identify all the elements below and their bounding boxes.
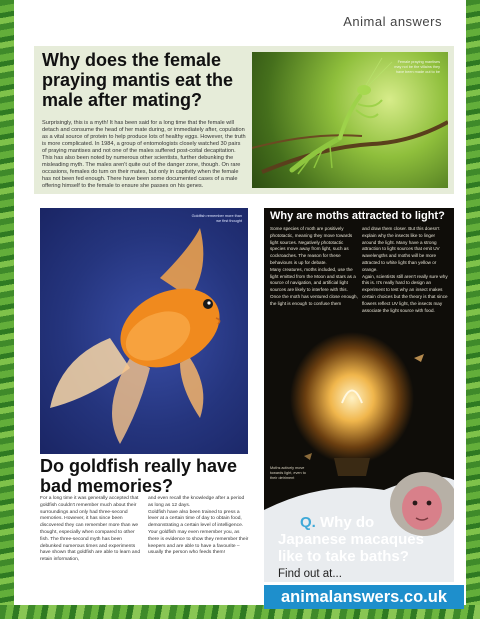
macaque-question-line-1: Q. Why do (300, 514, 375, 531)
leaf-border-left (0, 0, 14, 619)
goldfish-photo (40, 208, 248, 454)
moth-text-col-1: Some species of moth are positively phototactic, meaning they move towards light sources. Negatively phototactic species move away from light, such as cockroaches. The reason for these behaviours is up for debate. Many creatures, moths included, use the light emitted from the Moon and stars as a source of navigation, and artificial light sources are likely to interfere with this. Once the moth has ventured close enough, the light is enough to confuse them (270, 226, 358, 306)
mantis-article (34, 46, 454, 194)
mantis-photo-caption: Female praying mantises may not be the villains they have been made out to be (394, 60, 440, 74)
section-label: Animal answers (343, 14, 442, 29)
macaque-question-line-3: like to take baths? (278, 548, 409, 565)
goldfish-illustration (40, 208, 248, 454)
website-link[interactable]: animalanswers.co.uk (264, 585, 464, 609)
leaf-border-right (466, 0, 480, 619)
moth-text-col-2: and draw them closer. But this doesn't explain why the insects like to linger around the light. Many have a strong attraction to light sources that emit UV wavelengths and moths will be more attracted to white light than yellow or orange. Again, scientists still aren't really sure why this is. It's really hard to design an experiment to test why an insect makes certain choices but the theory is that since flowers reflect UV light, the insects may associate the light source with food. (362, 226, 448, 313)
goldfish-headline: Do goldfish really have bad memories? (40, 456, 238, 496)
goldfish-photo-caption: Goldfish remember more than we first thought (191, 214, 242, 223)
goldfish-text-col-2: and even recall the knowledge after a period as long as 12 days. Goldfish have also been trained to press a lever at a certain time of day to obtain food, demonstrating a certain level of intelligence. Your goldfish may even remember you, as there is evidence to show they remember their keepers and are able to have a favourite – usually the person who feeds them! (148, 496, 249, 556)
mantis-body-text: Surprisingly, this is a myth! It has been said for a long time that the female will detach and consume the head of her mate during, or immediately after, copulation as a vital source of protein to help produce lots of healthy eggs. However, the truth is more complicated. In 1984, a group of entomologists closely watched 30 pairs of praying mantises and not one of the males suffered post-coital decapitation. This has also been noted by numerous other scientists, further debunking the misleading myth. The males aren't quite out of the danger zone, though. On rare occasions, females do turn on their mates, but only in captivity when the female has not been fed enough. There have been some documented cases of a male offering himself to the female to ensure she passes on his genes. (42, 120, 246, 189)
goldfish-text-col-1: For a long time it was generally accepted that goldfish couldn't remember much about their surroundings and only had three-second memories. However, it has since been discovered they can remember more than we thought, especially when compared to other fish. The three-second myth has been debunked numerous times and experiments have shown that goldfish are able to learn and retain information, (40, 496, 141, 563)
mantis-photo (252, 52, 448, 188)
moth-headline: Why are moths attracted to light? (270, 210, 445, 222)
mantis-headline: Why does the female praying mantis eat the male after mating? (42, 50, 234, 110)
macaque-teaser (264, 470, 454, 582)
macaque-question-line-2: Japanese macaques (278, 531, 424, 548)
find-out-label: Find out at... (278, 568, 342, 580)
moth-photo-caption: Moths actively move towards light, even to their detriment (270, 466, 306, 480)
